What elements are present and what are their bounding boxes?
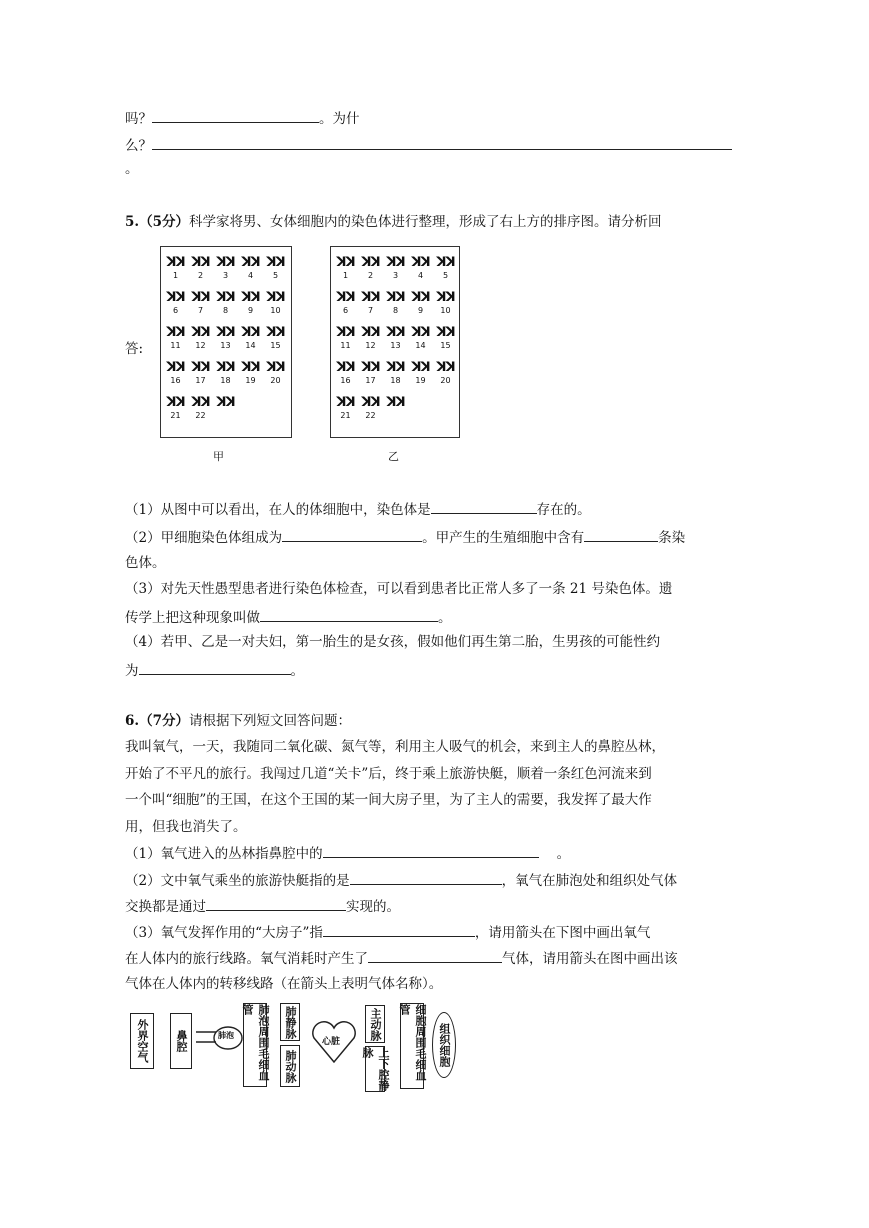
q6-s2: （2）文中氧气乘坐的旅游快艇指的是 ，氧气在肺泡处和组织处气体 bbox=[125, 870, 677, 890]
chromosome-pair bbox=[383, 395, 408, 420]
chromosome-number: 12 bbox=[195, 341, 206, 350]
karyotype-row bbox=[161, 395, 293, 420]
chromosome-pair bbox=[263, 255, 288, 280]
blank-q6-s2a[interactable] bbox=[350, 870, 502, 885]
chromosome-pair bbox=[213, 395, 238, 420]
q5-s2-cont: 色体。 bbox=[125, 555, 166, 571]
chromosome-pair bbox=[358, 360, 383, 385]
chromosome-number: 5 bbox=[442, 271, 449, 280]
chromosome-number: 10 bbox=[270, 306, 281, 315]
chromosome-pair bbox=[163, 325, 188, 350]
chromosome-pair bbox=[358, 290, 383, 315]
chromosome-pair bbox=[263, 290, 288, 315]
chromosome-pair bbox=[213, 325, 238, 350]
chromosome-pair bbox=[263, 360, 288, 385]
q6-passage-1: 我叫氧气，一天，我随同二氧化碳、氮气等，利用主人吸气的机会，来到主人的鼻腔丛林， bbox=[125, 739, 665, 755]
chromosome-glyph: ꓘꓘ bbox=[361, 395, 380, 410]
chromosome-pair bbox=[408, 290, 433, 315]
chromosome-glyph: ꓘꓘ bbox=[216, 360, 235, 375]
chromosome-glyph bbox=[433, 395, 458, 411]
chromosome-glyph: ꓘꓘ bbox=[386, 395, 405, 410]
chromosome-pair bbox=[333, 325, 358, 350]
chromosome-pair bbox=[238, 325, 263, 350]
chromosome-glyph: ꓘꓘ bbox=[191, 255, 210, 270]
chromosome-glyph: ꓘꓘ bbox=[386, 325, 405, 340]
chromosome-number: 3 bbox=[392, 271, 399, 280]
chromosome-number: 2 bbox=[197, 271, 204, 280]
chromosome-number: 21 bbox=[340, 411, 351, 420]
karyotype-row bbox=[161, 290, 293, 315]
chromosome-pair bbox=[408, 325, 433, 350]
chromosome-glyph: ꓘꓘ bbox=[166, 255, 185, 270]
chromosome-number: 9 bbox=[417, 306, 424, 315]
chromosome-pair bbox=[238, 395, 263, 420]
chromosome-number: 7 bbox=[367, 306, 374, 315]
chromosome-number: 21 bbox=[170, 411, 181, 420]
q6-passage-2: 开始了不平凡的旅行。我闯过几道“关卡”后，终于乘上旅游快艇，顺着一条红色河流来到 bbox=[125, 766, 652, 782]
blank-q6-s3b[interactable] bbox=[368, 948, 502, 963]
chromosome-glyph: ꓘꓘ bbox=[411, 325, 430, 340]
chromosome-pair bbox=[238, 290, 263, 315]
q6-passage-3: 一个叫“细胞”的王国，在这个王国的某一间大房子里，为了主人的需要，我发挥了最大作 bbox=[125, 792, 652, 808]
chromosome-pair bbox=[163, 360, 188, 385]
chromosome-glyph: ꓘꓘ bbox=[411, 255, 430, 270]
chromosome-number: 5 bbox=[272, 271, 279, 280]
chromosome-pair bbox=[433, 395, 458, 420]
blank-q5-s2a[interactable] bbox=[282, 527, 422, 542]
chromosome-glyph: ꓘꓘ bbox=[166, 290, 185, 305]
box-outside-air[interactable]: 外界空气 bbox=[130, 1013, 154, 1069]
box-pulmonary-vein[interactable]: 肺静脉 bbox=[280, 1003, 300, 1041]
karyotype-row bbox=[331, 255, 461, 280]
q5-s3-cont: 传学上把这种现象叫做 。 bbox=[125, 607, 452, 627]
karyotype-row bbox=[331, 325, 461, 350]
chromosome-glyph: ꓘꓘ bbox=[191, 395, 210, 410]
q5-answer-word: 答: bbox=[125, 341, 144, 357]
chromosome-number: 20 bbox=[440, 376, 451, 385]
q6-heading: 6.（7分）请根据下列短文回答问题： bbox=[125, 713, 351, 729]
chromosome-pair bbox=[408, 360, 433, 385]
chromosome-pair bbox=[188, 325, 213, 350]
box-vena-cava[interactable]: 上下腔静脉 bbox=[361, 1047, 390, 1091]
chromosome-number: 1 bbox=[342, 271, 349, 280]
chromosome-pair bbox=[238, 360, 263, 385]
chromosome-pair bbox=[433, 360, 458, 385]
box-cell-capillary[interactable]: 细胞周围毛细血管 bbox=[400, 1003, 424, 1089]
box-alveoli-capillary[interactable]: 肺泡周围毛细血管 bbox=[243, 1003, 267, 1087]
blank-q6-s3a[interactable] bbox=[323, 922, 475, 937]
blank-q5-s4[interactable] bbox=[139, 660, 291, 675]
blank-q5-s1[interactable] bbox=[431, 499, 537, 514]
chromosome-pair bbox=[263, 325, 288, 350]
chromosome-glyph bbox=[238, 395, 263, 411]
karyotype-jia-label: 甲 bbox=[213, 450, 224, 463]
chromosome-glyph: ꓘꓘ bbox=[266, 325, 285, 340]
chromosome-pair bbox=[163, 290, 188, 315]
box-pulmonary-artery[interactable]: 肺动脉 bbox=[280, 1045, 300, 1087]
chromosome-pair bbox=[213, 290, 238, 315]
chromosome-number: 8 bbox=[222, 306, 229, 315]
karyotype-row bbox=[331, 360, 461, 385]
chromosome-pair bbox=[188, 395, 213, 420]
chromosome-glyph: ꓘꓘ bbox=[266, 290, 285, 305]
chromosome-glyph: ꓘꓘ bbox=[336, 255, 355, 270]
chromosome-number: 22 bbox=[195, 411, 206, 420]
chromosome-number: 16 bbox=[340, 376, 351, 385]
blank-q6-s1[interactable] bbox=[323, 843, 539, 858]
chromosome-number: 13 bbox=[390, 341, 401, 350]
chromosome-glyph: ꓘꓘ bbox=[216, 290, 235, 305]
blank-q5-s2b[interactable] bbox=[584, 527, 658, 542]
chromosome-pair bbox=[358, 255, 383, 280]
q5-s2: （2）甲细胞染色体组成为 。甲产生的生殖细胞中含有 条染 bbox=[125, 527, 685, 547]
chromosome-glyph: ꓘꓘ bbox=[436, 325, 455, 340]
q6-s3-cont: 在人体内的旅行线路。氧气消耗时产生了 气体，请用箭头在图中画出该 bbox=[125, 948, 678, 968]
chromosome-number: 3 bbox=[222, 271, 229, 280]
chromosome-pair bbox=[408, 255, 433, 280]
chromosome-number: 18 bbox=[390, 376, 401, 385]
blank-q5-s3[interactable] bbox=[260, 607, 438, 622]
chromosome-number: 18 bbox=[220, 376, 231, 385]
heart-label: 心脏 bbox=[322, 1037, 341, 1047]
chromosome-glyph: ꓘꓘ bbox=[336, 290, 355, 305]
chromosome-glyph: ꓘꓘ bbox=[386, 360, 405, 375]
chromosome-pair bbox=[333, 290, 358, 315]
karyotype-yi-label: 乙 bbox=[388, 450, 399, 463]
chromosome-pair bbox=[188, 290, 213, 315]
q5-s4: （4）若甲、乙是一对夫妇，第一胎生的是女孩，假如他们再生第二胎，生男孩的可能性约 bbox=[125, 634, 661, 650]
chromosome-number: 4 bbox=[417, 271, 424, 280]
chromosome-number: 7 bbox=[197, 306, 204, 315]
chromosome-number: 2 bbox=[367, 271, 374, 280]
karyotype-row bbox=[331, 395, 461, 420]
chromosome-pair bbox=[383, 325, 408, 350]
box-aorta[interactable]: 主动脉 bbox=[365, 1005, 385, 1043]
chromosome-number: 17 bbox=[365, 376, 376, 385]
blank-line2[interactable] bbox=[152, 135, 732, 150]
chromosome-pair bbox=[383, 290, 408, 315]
chromosome-pair bbox=[213, 255, 238, 280]
line-2: 么？ bbox=[125, 135, 732, 155]
chromosome-number: 11 bbox=[170, 341, 181, 350]
chromosome-glyph: ꓘꓘ bbox=[336, 360, 355, 375]
chromosome-glyph: ꓘꓘ bbox=[361, 360, 380, 375]
chromosome-pair bbox=[188, 255, 213, 280]
chromosome-pair bbox=[213, 360, 238, 385]
chromosome-number: 6 bbox=[342, 306, 349, 315]
chromosome-glyph: ꓘꓘ bbox=[386, 255, 405, 270]
chromosome-glyph: ꓘꓘ bbox=[411, 290, 430, 305]
chromosome-glyph: ꓘꓘ bbox=[361, 255, 380, 270]
karyotype-row bbox=[161, 255, 293, 280]
chromosome-number: 1 bbox=[172, 271, 179, 280]
chromosome-number: 4 bbox=[247, 271, 254, 280]
chromosome-glyph bbox=[263, 395, 288, 411]
q6-s1: （1）氧气进入的丛林指鼻腔中的 。 bbox=[125, 843, 570, 863]
line-1: 吗？ 。为什 bbox=[125, 108, 360, 128]
chromosome-glyph: ꓘꓘ bbox=[241, 290, 260, 305]
chromosome-number: 10 bbox=[440, 306, 451, 315]
chromosome-number: 19 bbox=[415, 376, 426, 385]
chromosome-pair bbox=[188, 360, 213, 385]
chromosome-glyph: ꓘꓘ bbox=[166, 395, 185, 410]
chromosome-number: 22 bbox=[365, 411, 376, 420]
chromosome-glyph bbox=[408, 395, 433, 411]
chromosome-number: 16 bbox=[170, 376, 181, 385]
chromosome-number: 17 bbox=[195, 376, 206, 385]
chromosome-pair bbox=[263, 395, 288, 420]
blank-line1[interactable] bbox=[152, 108, 319, 123]
chromosome-glyph: ꓘꓘ bbox=[166, 325, 185, 340]
chromosome-number: 11 bbox=[340, 341, 351, 350]
chromosome-number: 8 bbox=[392, 306, 399, 315]
q6-s3: （3）氧气发挥作用的“大房子”指 ，请用箭头在下图中画出氧气 bbox=[125, 922, 650, 942]
chromosome-pair bbox=[383, 255, 408, 280]
q5-s3: （3）对先天性愚型患者进行染色体检查，可以看到患者比正常人多了一条 21 号染色体。遗 bbox=[125, 581, 673, 597]
chromosome-pair bbox=[433, 325, 458, 350]
chromosome-glyph: ꓘꓘ bbox=[266, 255, 285, 270]
chromosome-glyph: ꓘꓘ bbox=[216, 395, 235, 410]
chromosome-number: 15 bbox=[270, 341, 281, 350]
chromosome-number: 14 bbox=[415, 341, 426, 350]
karyotype-row bbox=[161, 325, 293, 350]
q5-s1: （1）从图中可以看出，在人的体细胞中，染色体是 存在的。 bbox=[125, 499, 591, 519]
chromosome-glyph: ꓘꓘ bbox=[361, 290, 380, 305]
chromosome-glyph: ꓘꓘ bbox=[241, 325, 260, 340]
blank-q6-s2b[interactable] bbox=[206, 896, 346, 911]
karyotype-row bbox=[161, 360, 293, 385]
q6-s3-cont2: 气体在人体内的转移线路（在箭头上表明气体名称）。 bbox=[125, 976, 443, 992]
karyotype-jia bbox=[160, 246, 292, 438]
chromosome-number: 6 bbox=[172, 306, 179, 315]
ellipse-tissue-cell[interactable]: 组织细胞 bbox=[432, 1012, 456, 1078]
chromosome-glyph: ꓘꓘ bbox=[191, 360, 210, 375]
alveoli-label: 肺泡 bbox=[218, 1031, 234, 1040]
q5-s4-cont: 为 。 bbox=[125, 660, 304, 680]
chromosome-number: 13 bbox=[220, 341, 231, 350]
box-nose[interactable]: 鼻腔 bbox=[170, 1013, 192, 1069]
chromosome-glyph: ꓘꓘ bbox=[411, 360, 430, 375]
q6-passage-4: 用，但我也消失了。 bbox=[125, 819, 247, 835]
chromosome-pair bbox=[238, 255, 263, 280]
chromosome-glyph: ꓘꓘ bbox=[436, 290, 455, 305]
chromosome-glyph: ꓘꓘ bbox=[336, 395, 355, 410]
chromosome-number: 14 bbox=[245, 341, 256, 350]
chromosome-pair bbox=[433, 290, 458, 315]
chromosome-glyph: ꓘꓘ bbox=[241, 360, 260, 375]
chromosome-pair bbox=[333, 395, 358, 420]
karyotype-yi bbox=[330, 246, 460, 438]
q5-heading: 5.（5分）科学家将男、女体细胞内的染色体进行整理，形成了右上方的排序图。请分析回 bbox=[125, 214, 662, 230]
chromosome-glyph: ꓘꓘ bbox=[166, 360, 185, 375]
chromosome-glyph: ꓘꓘ bbox=[191, 290, 210, 305]
chromosome-glyph: ꓘꓘ bbox=[436, 255, 455, 270]
chromosome-number: 19 bbox=[245, 376, 256, 385]
q6-s2-cont: 交换都是通过 实现的。 bbox=[125, 896, 400, 916]
chromosome-number: 9 bbox=[247, 306, 254, 315]
chromosome-pair bbox=[333, 255, 358, 280]
chromosome-glyph: ꓘꓘ bbox=[266, 360, 285, 375]
chromosome-pair bbox=[333, 360, 358, 385]
chromosome-number: 20 bbox=[270, 376, 281, 385]
chromosome-pair bbox=[163, 255, 188, 280]
chromosome-glyph: ꓘꓘ bbox=[436, 360, 455, 375]
chromosome-glyph: ꓘꓘ bbox=[336, 325, 355, 340]
chromosome-pair bbox=[433, 255, 458, 280]
chromosome-glyph: ꓘꓘ bbox=[386, 290, 405, 305]
chromosome-pair bbox=[408, 395, 433, 420]
chromosome-pair bbox=[383, 360, 408, 385]
karyotype-row bbox=[331, 290, 461, 315]
chromosome-pair bbox=[163, 395, 188, 420]
chromosome-glyph: ꓘꓘ bbox=[216, 255, 235, 270]
chromosome-pair bbox=[358, 325, 383, 350]
chromosome-number: 12 bbox=[365, 341, 376, 350]
chromosome-pair bbox=[358, 395, 383, 420]
chromosome-glyph: ꓘꓘ bbox=[241, 255, 260, 270]
chromosome-glyph: ꓘꓘ bbox=[191, 325, 210, 340]
chromosome-glyph: ꓘꓘ bbox=[216, 325, 235, 340]
chromosome-glyph: ꓘꓘ bbox=[361, 325, 380, 340]
chromosome-number: 15 bbox=[440, 341, 451, 350]
line-3: 。 bbox=[125, 161, 139, 177]
